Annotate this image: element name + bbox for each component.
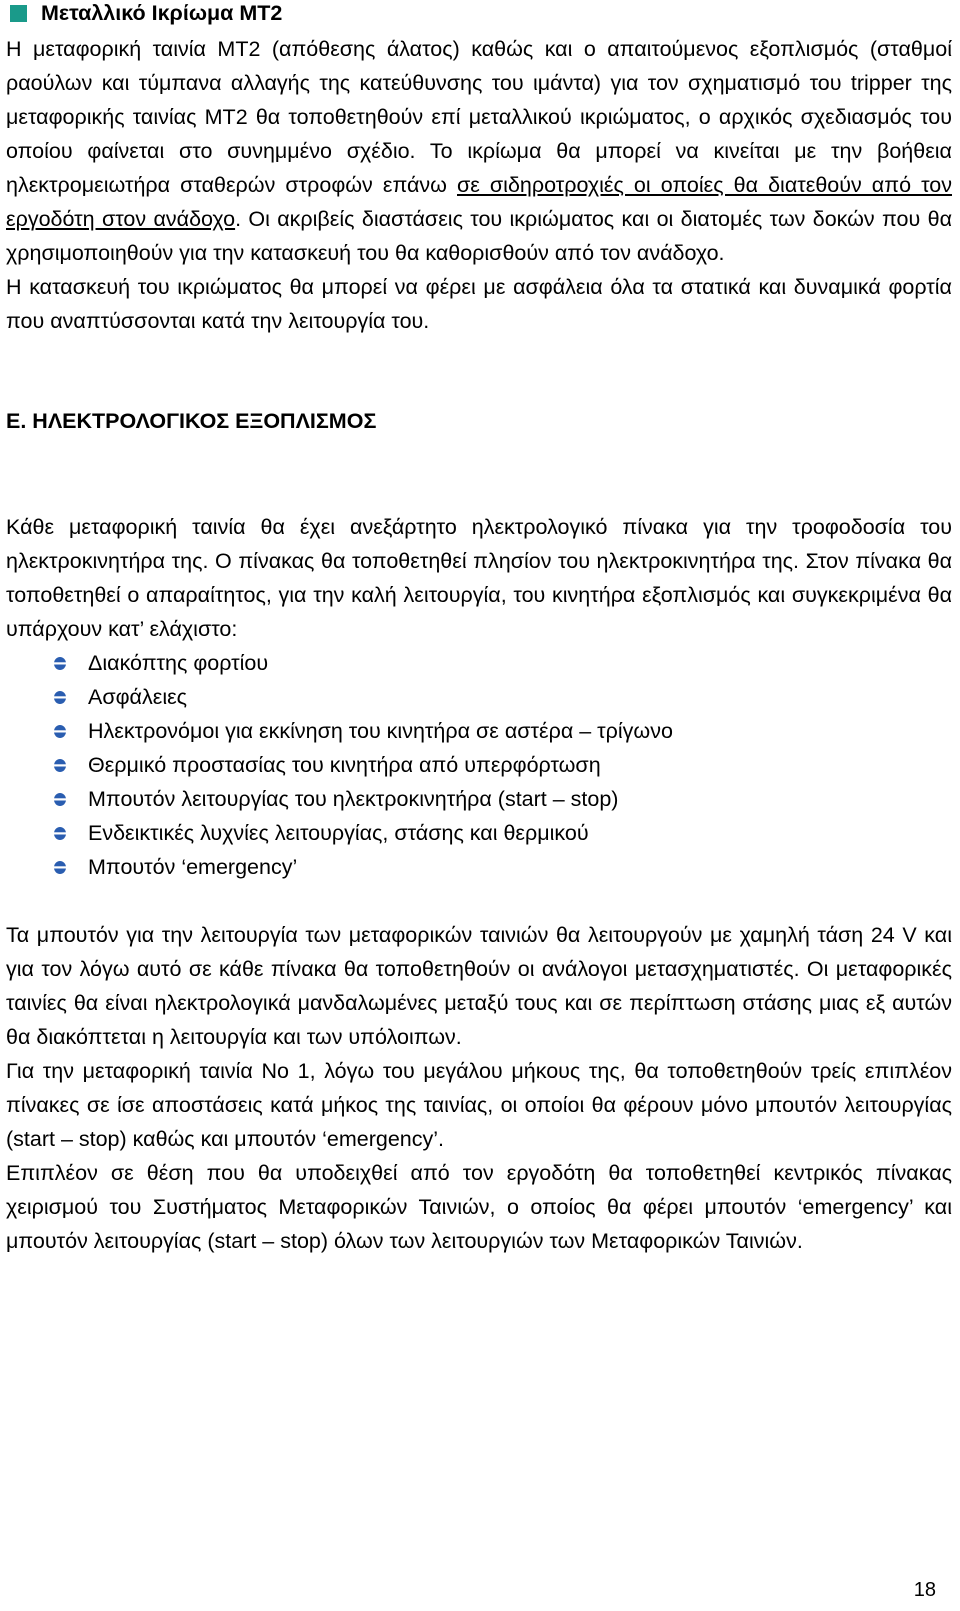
list-item (6, 646, 952, 680)
square-bullet-icon (10, 5, 27, 22)
list-item-label: Ενδεικτικές λυχνίες λειτουργίας, στάσης και θερμικού (88, 821, 589, 845)
section-heading-electrical-equipment: Ε. ΗΛΕΚΤΡΟΛΟΓΙΚΟΣ ΕΞΟΠΛΙΣΜΟΣ (6, 409, 377, 433)
section-heading-text: Μεταλλικό Ικρίωμα ΜΤ2 (41, 1, 283, 25)
disc-bullet-icon (53, 724, 67, 739)
list-item-label: Ασφάλειες (88, 685, 188, 709)
paragraph-central-panel: Επιπλέον σε θέση που θα υποδειχθεί από τον εργοδότη θα τοποθετηθεί κεντρικός πίνακας χειρισμού του Συστήματος Μεταφορικών Ταινιών, ο οποίος θα φέρει μπουτόν ‘emergency’ και μπουτόν λειτουργίας (start – stop) όλων των λειτουργιών των Μεταφορικών Ταινιών. (6, 1161, 952, 1253)
disc-bullet-icon (53, 860, 67, 875)
list-item (6, 850, 952, 884)
list-item-label: Μπουτόν λειτουργίας του ηλεκτροκινητήρα (start – stop) (88, 787, 619, 811)
page-number: 18 (913, 1579, 936, 1601)
list-item-label: Θερμικό προστασίας του κινητήρα από υπερφόρτωση (88, 753, 601, 777)
disc-bullet-icon (53, 758, 67, 773)
list-item (6, 816, 952, 850)
paragraph-low-voltage-buttons: Τα μπουτόν για την λειτουργία των μεταφορικών ταινιών θα λειτουργούν με χαμηλή τάση 24 V και για τον λόγω αυτό σε κάθε πίνακα θα τοποθετηθούν οι ανάλογοι μετασχηματιστές. Οι μεταφορικές ταινίες θα είναι ηλεκτρολογικά μανδαλωμένες μεταξύ τους και σε περίπτωση στάσης μιας εξ αυτών θα διακόπτεται η λειτουργία και των υπόλοιπων. (6, 923, 952, 1049)
list-item (6, 748, 952, 782)
disc-bullet-icon (53, 690, 67, 705)
paragraph-scaffold-loads: Η κατασκευή του ικριώματος θα μπορεί να φέρει με ασφάλεια όλα τα στατικά και δυναμικά φορτία που αναπτύσσονται κατά την λειτουργία του. (6, 275, 952, 333)
paragraph-belt-no1-panels: Για την μεταφορική ταινία Νο 1, λόγω του μεγάλου μήκους της, θα τοποθετηθούν τρείς επιπλέον πίνακες σε ίσε αποστάσεις κατά μήκος της ταινίας, οι οποίοι θα φέρουν μόνο μπουτόν λειτουργίας (start – stop) καθώς και μπουτόν ‘emergency’. (6, 1059, 952, 1151)
paragraph-electrical-intro: Κάθε μεταφορική ταινία θα έχει ανεξάρτητο ηλεκτρολογικό πίνακα για την τροφοδοσία του ηλεκτροκινητήρα της. Ο πίνακας θα τοποθετηθεί πλησίον του ηλεκτροκινητήρα της. Στον πίνακα θα τοποθετηθεί ο απαραίτητος, για την καλή λειτουργία, του κινητήρα εξοπλισμός και συγκεκριμένα θα υπάρχουν κατ’ ελάχιστο: (6, 515, 952, 641)
list-item (6, 782, 952, 816)
paragraph-text-part2: . Οι ακριβείς διαστάσεις του ικριώματος και οι διατομές των δοκών που θα χρησιμοποιηθούν για την κατασκευή του θα καθορισθούν από τον ανάδοχο. (6, 207, 952, 265)
list-item (6, 714, 952, 748)
list-item-label: Μπουτόν ‘emergency’ (88, 855, 298, 879)
underlined-rails-text: σε σιδηροτροχιές οι οποίες θα διατεθούν από τον εργοδότη στον ανάδοχο (6, 173, 952, 231)
disc-bullet-icon (53, 792, 67, 807)
equipment-bullet-list (6, 646, 952, 884)
disc-bullet-icon (53, 656, 67, 671)
list-item (6, 680, 952, 714)
paragraph-scaffold-description (6, 32, 952, 270)
document-page (6, 0, 952, 1258)
list-item-label: Ηλεκτρονόμοι για εκκίνηση του κινητήρα σε αστέρα – τρίγωνο (88, 719, 673, 743)
paragraph-text-part1: Η μεταφορική ταινία ΜΤ2 (απόθεσης άλατος) καθώς και ο απαιτούμενος εξοπλισμός (σταθμοί ραούλων και τύμπανα αλλαγής της κατεύθυνσης του ιμάντα) για τον σχηματισμό του tripper της μεταφορικής ταινίας ΜΤ2 θα τοποθετηθούν επί μεταλλικού ικριώματος, ο αρχικός σχεδιασμός του οποίου φαίνεται στο συνημμένο σχέδιο. Το ικρίωμα θα μπορεί να κινείται με την βοήθεια ηλεκτρομειωτήρα σταθερών στροφών επάνω (6, 37, 952, 197)
list-item-label: Διακόπτης φορτίου (88, 651, 269, 675)
disc-bullet-icon (53, 826, 67, 841)
section-heading-metal-scaffold (6, 0, 952, 26)
